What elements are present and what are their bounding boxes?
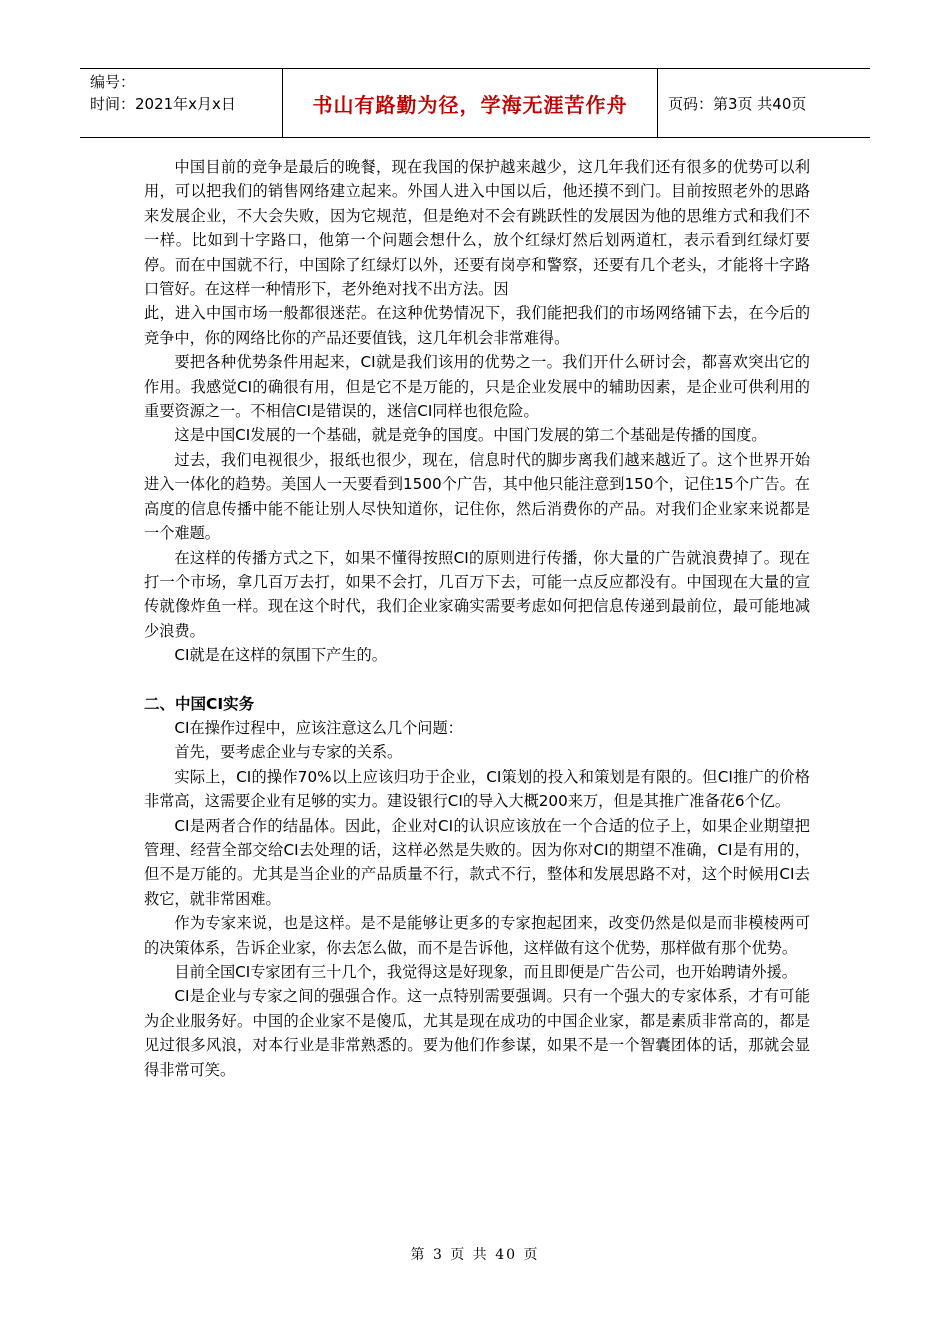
paragraph: 此，进入中国市场一般都很迷茫。在这种优势情况下，我们能把我们的市场网络铺下去，在今后的竞争中，你的网络比你的产品还要值钱，这几年机会非常难得。: [144, 304, 810, 347]
paragraph: CI就是在这样的氛围下产生的。: [174, 646, 387, 665]
paragraph: 这是中国CI发展的一个基础，就是竞争的国度。中国门发展的第二个基础是传播的国度。: [174, 426, 767, 445]
paragraph: 目前全国CI专家团有三十几个，我觉得这是好现象，而且即便是广告公司，也开始聘请外援。: [174, 963, 797, 981]
page-footer: 第 3 页 共 40 页: [410, 1247, 540, 1263]
paragraph: 在这样的传播方式之下，如果不懂得按照CI的原则进行传播，你大量的广告就浪费掉了。现在打一个市场，拿几百万去打，如果不会打，几百万下去，可能一点反应都没有。中国现在大量的宣传就像炸鱼一样。现在这个时代，我们企业家确实需要考虑如何把信息传递到最前位，最可能地减少浪费。: [144, 548, 810, 640]
header-meta: [80, 69, 283, 137]
paragraph: 实际上，CI的操作70%以上应该归功于企业，CI策划的投入和策划是有限的。但CI推广的价格非常高，这需要企业有足够的实力。建设银行CI的导入大概200来万，但是其推广准备花6个亿。: [144, 767, 810, 811]
document-number: 编号：: [90, 73, 136, 91]
header-motto: 书山有路勤为径，学海无涯苦作舟: [312, 92, 628, 117]
paragraph: 要把各种优势条件用起来，CI就是我们该用的优势之一。我们开什么研讨会，都喜欢突出它的作用。我感觉CI的确很有用，但是它不是万能的，只是企业发展中的辅助因素，是企业可供利用的重要资源之一。不相信CI是错误的，迷信CI同样也很危险。: [144, 353, 810, 421]
paragraph: 过去，我们电视很少，报纸也很少，现在，信息时代的脚步离我们越来越近了。这个世界开始进入一体化的趋势。美国人一天要看到1500个广告，其中他只能注意到150个，记住15个广告。在高度的信息传播中能不能让别人尽快知道你，记住你，然后消费你的产品。对我们企业家来说都是一个难题。: [144, 450, 810, 543]
paragraph: CI是企业与专家之间的强强合作。这一点特别需要强调。只有一个强大的专家体系，才有可能为企业服务好。中国的企业家不是傻瓜，尤其是现在成功的中国企业家，都是素质非常高的，都是见过很多风浪，对本行业是非常熟悉的。要为他们作参谋，如果不是一个智囊团体的话，那就会显得非常可笑。: [144, 987, 810, 1079]
section-heading: 二、中国CI实务: [144, 694, 255, 713]
paragraph: CI在操作过程中，应该注意这么几个问题：: [174, 718, 463, 737]
header-motto-cell: [283, 69, 658, 137]
header-page-info: 页码：第3页 共40页: [668, 94, 807, 113]
paragraph: 中国目前的竞争是最后的晚餐，现在我国的保护越来越少，这几年我们还有很多的优势可以利用，可以把我们的销售网络建立起来。外国人进入中国以后，他还摸不到门。目前按照老外的思路来发展企业，不大会失败，因为它规范，但是绝对不会有跳跃性的发展因为他的思维方式和我们不一样。比如到十字路口，他第一个问题会想什么，放个红绿灯然后划两道杠，表示看到红绿灯要停。而在中国就不行，中国除了红绿灯以外，还要有岗亭和警察，还要有几个老头，才能将十字路口管好。在这样一种情形下，老外绝对找不出方法。因: [144, 158, 810, 299]
page-header: [80, 68, 870, 138]
document-time: 时间：2021年x月x日: [90, 95, 236, 113]
document-body: [144, 155, 810, 1082]
paragraph: 作为专家来说，也是这样。是不是能够让更多的专家抱起团来，改变仍然是似是而非模棱两可的决策体系，告诉企业家，你去怎么做，而不是告诉他，这样做有这个优势，那样做有那个优势。: [144, 914, 810, 957]
paragraph: CI是两者合作的结晶体。因此，企业对CI的认识应该放在一个合适的位子上，如果企业期望把管理、经营全部交给CI去处理的话，这样必然是失败的。因为你对CI的期望不准确，CI是有用的，但不是万能的。尤其是当企业的产品质量不行，款式不行，整体和发展思路不对，这个时候用CI去救它，就非常困难。: [144, 816, 810, 908]
paragraph: 首先，要考虑企业与专家的关系。: [174, 743, 403, 762]
